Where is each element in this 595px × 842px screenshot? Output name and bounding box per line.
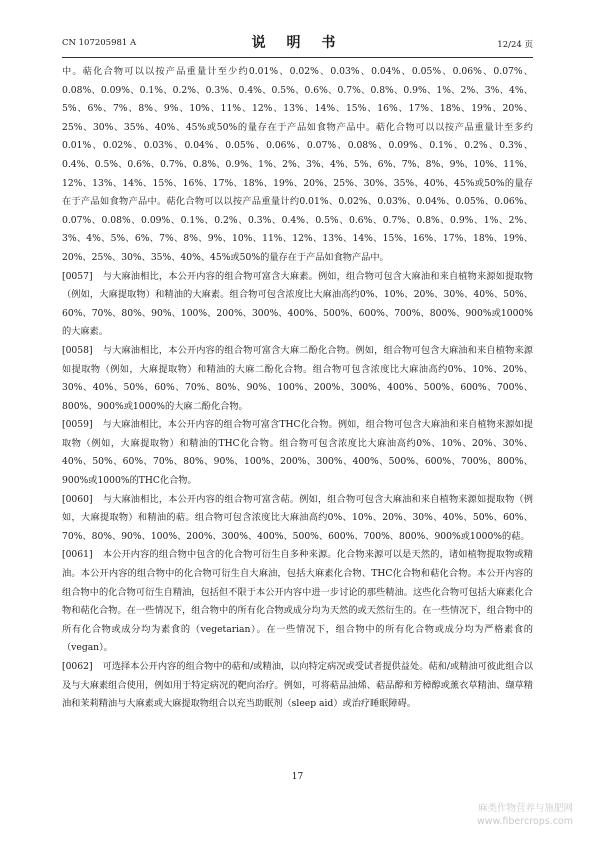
watermark-url: www.fibercrops.com	[476, 816, 573, 827]
document-title: 说 明 书	[251, 35, 344, 51]
paragraph-text: 与大麻油相比，本公开内容的组合物可富含大麻二酚化合物。例如，组合物可包含大麻油和来自植物来源如提取物（例如，大麻提取物）和精油的大麻二酚化合物。组合物可包含浓度比大麻油高约0%、10%、20%、30%、40%、50%、60%、70%、80%、90%、100%、200%、300%、400%、500%、600%、700%、800%、900%或1000%的大麻二酚化合物。	[62, 344, 533, 412]
header-rule	[62, 57, 533, 58]
paragraph-text: 与大麻油相比，本公开内容的组合物可富含大麻素。例如，组合物可包含大麻油和来自植物来源如提取物（例如，大麻提取物）和精油的大麻素。组合物可包含浓度比大麻油高约0%、10%、20%、30%、40%、50%、60%、70%、80%、90%、100%、200%、300%、400%、500%、600%、700%、800%、900%或1000%的大麻素。	[62, 270, 533, 338]
paragraph-number: [0059]	[62, 419, 93, 431]
paragraph-text: 本公开内容的组合物中包含的化合物可衍生自多种来源。化合物来源可以是天然的，诸如植物提取物或精油。本公开内容的组合物中的化合物可衍生自大麻油，包括大麻素化合物、THC化合物和萜化合物。本公开内容的组合物中的化合物可衍生自精油，包括但不限于本公开内容中进一步讨论的那些精油。这些化合物可包括大麻素化合物和萜化合物。在一些情况下，组合物中的所有化合物或成分均为天然的或天然衍生的。在一些情况下，组合物中的所有化合物或成分均为素食的（vegetarian）。在一些情况下，组合物中的所有化合物或成分均为严格素食的（vegan）。	[62, 549, 533, 654]
paragraph-0057	[62, 268, 533, 342]
watermark-site-name: 麻类作物营养与施肥网	[477, 803, 573, 814]
paragraph-0062	[62, 658, 533, 714]
patent-number: CN 107205981 A	[62, 38, 137, 48]
paragraph-0060	[62, 491, 533, 547]
paragraph-0059	[62, 416, 533, 490]
paragraph-text: 与大麻油相比，本公开内容的组合物可富含萜。例如，组合物可包含大麻油和来自植物来源如提取物（例如，大麻提取物）和精油的萜。组合物可包含浓度比大麻油高约0%、10%、20%、30%、40%、50%、60%、70%、80%、90%、100%、200%、300%、400%、500%、600%、700%、800%、900%或1000%的萜。	[62, 493, 533, 542]
paragraph-number: [0057]	[62, 270, 93, 282]
paragraph-number: [0058]	[62, 344, 93, 356]
paragraph-text: 可选择本公开内容的组合物中的萜和/或精油，以向特定病况或受试者提供益处。萜和/或精油可彼此组合以及与大麻素组合使用，例如用于特定病况的靶向治疗。例如，可将萜品油烯、萜品醇和芳樟醇或薰衣草精油、缬草精油和茉莉精油与大麻素或大麻提取物组合以充当助眠剂（sleep aid）或治疗睡眠障碍。	[62, 661, 533, 710]
document-body	[62, 63, 533, 714]
paragraph-text: 中。萜化合物可以以按产品重量计至少约0.01%、0.02%、0.03%、0.04%、0.05%、0.06%、0.07%、0.08%、0.09%、0.1%、0.2%、0.3%、0.4%、0.5%、0.6%、0.7%、0.8%、0.9%、1%、2%、3%、4%、5%、6%、7%、8%、9%、10%、11%、12%、13%、14%、15%、16%、17%、18%、19%、20%、25%、30%、35%、40%、45%或50%的量存在于产品如食物产品中。萜化合物可以以按产品重量计至多约0.01%、0.02%、0.03%、0.04%、0.05%、0.06%、0.07%、0.08%、0.09%、0.1%、0.2%、0.3%、0.4%、0.5%、0.6%、0.7%、0.8%、0.9%、1%、2%、3%、4%、5%、6%、7%、8%、9%、10%、11%、12%、13%、14%、15%、16%、17%、18%、19%、20%、25%、30%、35%、40%、45%或50%的量存在于产品如食物产品中。萜化合物可以以按产品重量计约0.01%、0.02%、0.03%、0.04%、0.05%、0.06%、0.07%、0.08%、0.09%、0.1%、0.2%、0.3%、0.4%、0.5%、0.6%、0.7%、0.8%、0.9%、1%、2%、3%、4%、5%、6%、7%、8%、9%、10%、11%、12%、13%、14%、15%、16%、17%、18%、19%、20%、25%、30%、35%、40%、45%或50%的量存在于产品如食物产品中。	[62, 66, 533, 263]
paragraph-continuation	[62, 63, 533, 268]
page-info: 12/24 页	[497, 40, 533, 50]
paragraph-0061	[62, 546, 533, 658]
paragraph-number: [0062]	[62, 661, 93, 672]
page-number: 17	[291, 772, 304, 782]
paragraph-number: [0060]	[62, 493, 93, 505]
paragraph-text: 与大麻油相比，本公开内容的组合物可富含THC化合物。例如，组合物可包含大麻油和来自植物来源如提取物（例如，大麻提取物）和精油的THC化合物。组合物可包含浓度比大麻油高约0%、10%、20%、30%、40%、50%、60%、70%、80%、90%、100%、200%、300%、400%、500%、600%、700%、800%、900%或1000%的THC化合物。	[62, 419, 533, 487]
site-watermark	[477, 802, 573, 828]
page-header	[62, 30, 533, 52]
paragraph-number: [0061]	[62, 549, 93, 561]
paragraph-0058	[62, 342, 533, 416]
